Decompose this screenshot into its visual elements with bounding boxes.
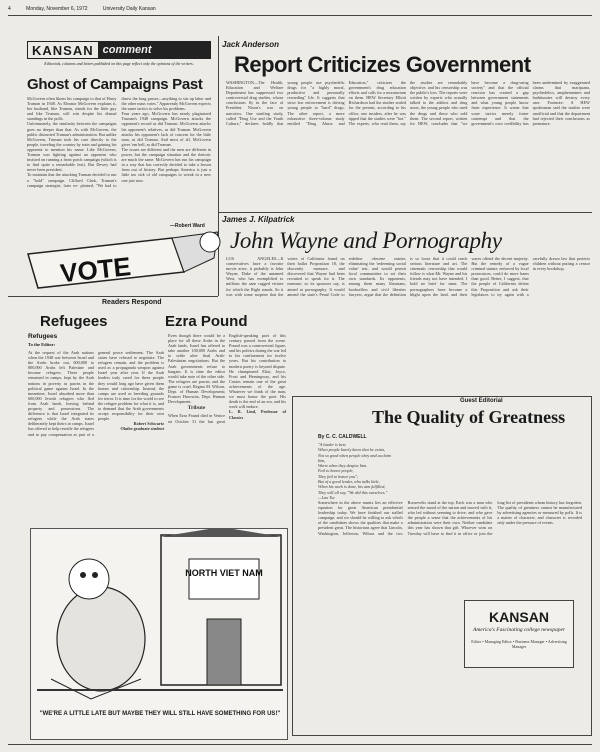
ezra-headline: Ezra Pound bbox=[165, 313, 248, 330]
ad-kansan-logo: KANSAN bbox=[489, 609, 549, 625]
tribute-signature: L. R. Lind, Professor of Classics bbox=[229, 409, 286, 420]
greatness-text: Somewhere in the above matrix lies an effective equation for great American presidential leadership today. We have finished our stalled campaign, and we should be willing to ask which of the candidates shows the qualities that make a president great. The historians agree that Lincoln, Washington, Jefferson, Wilson and the two Roosevelts stand at the top. Each was a man who sensed the mood of the nation and moved with it, who led without seeming to drive, and who gave the people a sense that the achievements of his administration were their own. Neither candidate this year has shown that gift. Whoever wins on Tuesday will have to find it in office or join the long list of presidents whom history has forgotten. The quality of greatness cannot be manufactured by advertising agencies or measured by polls. It is a matter of character, and character is revealed only under the pressure of events. bbox=[318, 500, 582, 536]
political-cartoon bbox=[30, 528, 288, 740]
greatness-poem: "A leader is best When people barely know that he exists, Not so good when people obey and acclaim him, Worst when they despise him. Fail to honor people, They fail to honor you"; But of a good leader, who talks little, When his work is done, his aim fulfilled, They will all say, "We did this ourselves." —Lao Tse bbox=[318, 442, 391, 500]
ghost-para-4: Four years ago, McGovern has nearly plagiarized Truman's 1948 campaign. McGovern attacks the opponent's record as did Truman. McGovern attacks his opponent's relatives, as did Truman. McGovern attacks his opponent's lack of concern for the little man, as did Truman. And most of all, McGovern gives 'em hell, as did Truman. bbox=[121, 111, 211, 147]
readers-rule bbox=[8, 296, 218, 297]
masthead-kansan: KANSAN bbox=[32, 43, 94, 58]
vote-illustration bbox=[22, 228, 222, 296]
masthead-caption: Editorials, columns and letters published on this page reflect only the opinions of the writers. bbox=[44, 61, 194, 66]
ghost-para-3: To maintain that the attacking Truman decided to run a "bold" campaign. Clifford Clark, Truman's campaign strategist, later ex- plained, "We had to throw the long passes—anything to stir up labor and the other mass votes." Apparently McGovern expects the same tactics to solve his problems. bbox=[27, 96, 211, 188]
refugees-headline: Refugees bbox=[40, 313, 108, 330]
kilpatrick-byline: James J. Kilpatrick bbox=[222, 215, 295, 224]
anderson-text: WASHINGTON—The Health, Education and Welfare Department has suppressed two controversial drug studies, whose conclusions fly in the face of President Nixon's war on narcotics. One startling study, called "Drug Use and the Youth Culture," declares boldly that young people use psychedelic drugs for "a highly moral, productive and personally rewarding" life. It suggests that strict law enforcement is driving young people to "hard" drugs. The other report, a more exhaustive three-volume study entitled "Drug Abuse and Education," criticizes the government's drug education efforts and calls for a moratorium on them. HEW Secretary Elliott Richardson had the studies sealed for the present, according to his office, one insiders, after he was tipped that the studies were "hot." The experts, who read them, say the studies are remarkably objective, and his censorship was the public's loss. The reports were written by experts who actually talked to the addicts and drug users, the young people who used the drugs and those who sold them. The second report, written for HEW, concludes that "we have become a drug-using society" and that the official reaction has created a gap between government statements and what young people know from experience. It warns that scare tactics merely foster contempt and that the government's own credibility has been undermined by exaggerated claims that marijuana, psychedelics, amphetamines and barbiturates will destroy every user. Footnote: A HEW spokesman said the studies were unofficial and that the department had rejected their conclusions as premature. bbox=[226, 80, 590, 126]
house-door bbox=[207, 619, 241, 685]
refugees-salutation: To the Editor: bbox=[28, 342, 56, 347]
refugees-text: At the request of the Arab nations when the 1948 war between Israel and the Arabs broke out, 600,000 to 800,000 Arabs left Palestine and became refugees. These people remained in camps, kept by the Arab nations in poverty as pawns in the political game against Israel. In the meantime, Israel absorbed more than 600,000 Jewish refugees who fled from Arab lands, leaving behind property and possessions. The difference is that Israel integrated its refugees while the Arab states deliberately kept theirs in camps. Israel has offered to help resettle the refugees and to pay compensation as part of a general peace settlement. The Arab states have refused to negotiate. The refugees remain, and the problem is used as a propaganda weapon against Israel year after year. If the Arab leaders truly cared for these people they would long ago have given them homes and citizenship. Instead, the camps are used as breeding grounds for terror. It is time for the world to see the refugee problem for what it is, and to demand that the Arab governments accept responsibility for their own people. bbox=[28, 350, 164, 437]
ad-tagline: America's Fascinating college newspaper bbox=[472, 627, 566, 633]
anderson-byline: Jack Anderson bbox=[222, 40, 280, 49]
tribute-text: When Ezra Pound died in Venice on October 31 the last great English-speaking poet of this century passed from the scene. Pound was a controversial figure, and his politics during the war led to his confinement for twelve years. But his contribution to modern poetry is beyond dispute. He championed Eliot, Joyce, Frost and Hemingway, and his Cantos remain one of the great achievements of the age. Whatever we think of the man, we must honor the poet. His death is the end of an era, and his work will endure. bbox=[168, 333, 286, 424]
mask-eye-right bbox=[92, 572, 98, 578]
ghost-signature: —Robert Ward bbox=[170, 223, 205, 229]
refugees-subhead: Refugees bbox=[28, 333, 58, 340]
tribute-title: Tribute bbox=[187, 405, 206, 412]
kilpatrick-rule bbox=[218, 212, 592, 213]
house-roof bbox=[159, 529, 283, 537]
issue-date: Monday, November 6, 1972 bbox=[26, 6, 88, 12]
greatness-headline: The Quality of Greatness bbox=[372, 407, 566, 427]
masthead-comment: comment bbox=[98, 42, 210, 58]
kilpatrick-headline: John Wayne and Pornography bbox=[230, 228, 502, 253]
top-rule bbox=[8, 15, 592, 16]
ghost-para-5: The issues are different and the men are different in power, but the campaign situation and the rhetoric are much the same. McGovern has run his campaign in a way that has correctly decided to take a lesson from out of history. But perhaps America is just a little too sick of old campaigns to wreak in a new one just now. bbox=[121, 146, 211, 183]
refugees-body bbox=[28, 350, 164, 524]
ad-staff: Editor • Managing Editor • Business Manager • Advertising Manager bbox=[471, 639, 567, 649]
anderson-headline: Report Criticizes Government bbox=[234, 52, 531, 77]
figure-mask bbox=[69, 559, 109, 599]
cartoon-drawing bbox=[31, 529, 288, 740]
ghost-headline: Ghost of Campaigns Past bbox=[27, 76, 203, 93]
ghost-body bbox=[27, 96, 211, 226]
ballot-hand-icon bbox=[200, 232, 220, 252]
house-sign bbox=[189, 559, 259, 599]
ghost-para-2: Unfortunately, the similarity between the campaigns goes no deeper than that. As with McGovern, the public distrusted Truman's administration. But unlike McGovern, Truman took his case directly to the people, traveling the country by train and gaining his opponent to mention his name. Like McGovern, Truman was fighting against an opponent who insisted on running a front porch campaign (which is to find quite a remarkable feat). But Dewey had never been president. bbox=[27, 121, 117, 173]
bottom-rule bbox=[8, 744, 592, 745]
cartoon-caption: "WE'RE A LITTLE LATE BUT MAYBE THEY WILL STILL HAVE SOMETHING FOR US!" bbox=[39, 711, 281, 717]
costumed-figure bbox=[57, 587, 145, 691]
page-folio bbox=[8, 6, 170, 12]
kilpatrick-text: LOS ANGELES—If conservatives have a favorite movie actor, it probably is John Wayne, Duke of the untamed West, who has exemplified to millions the sane rugged virtues for which the Right stands. So it was with some surprise that the voters of California found on their ballot Proposition 18, the obscenity measure, and discovered that Wayne had been recruited to speak for it. The measure, so its sponsors say, is aimed at pornography. It would amend the state's Penal Code to redefine obscene matter, eliminating the 'redeeming social value' test, and would permit local communities to set their own standards. Its opponents, among them many librarians, booksellers and civil liberties lawyers, argue that the definition is so loose that it could reach serious literature and art. The cinematic censorship that would follow is what Mr. Wayne and his friends may not have intended. I hold no brief for smut. The pornographers have become a blight upon the land, and their wares offend the decent majority. But the remedy of a vague criminal statute, enforced by local prosecutors, could do more harm than good. Better, I suggest, that the people of California defeat this Proposition and ask their legislators to try again with a carefully drawn law that protects children without putting a censor in every bookshop. bbox=[226, 256, 590, 297]
anderson-body bbox=[226, 80, 590, 208]
vote-label: VOTE bbox=[58, 251, 133, 289]
kansan-ad-box bbox=[464, 600, 574, 668]
ground-line bbox=[37, 689, 283, 691]
refugees-signature: Robert Schwartz Olathe graduate student bbox=[120, 421, 164, 432]
readers-respond-kicker: Readers Respond bbox=[102, 299, 162, 306]
ezra-body bbox=[168, 333, 286, 525]
mask-eye-left bbox=[80, 572, 86, 578]
greatness-byline: By C. C. CALDWELL bbox=[318, 434, 367, 440]
paper-name: University Daily Kansan bbox=[102, 6, 156, 12]
sign-text: NORTH VIET NAM bbox=[185, 568, 263, 578]
ezra-text: Even though there would be a place for all these Arabs in the Arab lands, Israel has offered to take another 100,000 Arabs and to settle after final Arab-Palestinian negotiations. But the Arab governments refuse to bargain. It is time the editor would take note of the other side. The refugees are pawns, and the game is cruel. Regina M. Wilson, Dept. of Human Development; Frances Horowitz, Dept. Human Development. bbox=[168, 333, 225, 405]
ghost-para-1: McGovern often likens his campaign to that of Harry Truman in 1948. As Eleanor McGovern explains it, her husband, like Truman, stands for the little guy and like Truman, will win despite his dismal standings in the polls. bbox=[27, 96, 117, 122]
page-number: 4 bbox=[8, 6, 11, 12]
guest-editorial-kicker: Guest Editorial bbox=[460, 398, 503, 404]
kansan-comment-masthead bbox=[27, 41, 211, 59]
